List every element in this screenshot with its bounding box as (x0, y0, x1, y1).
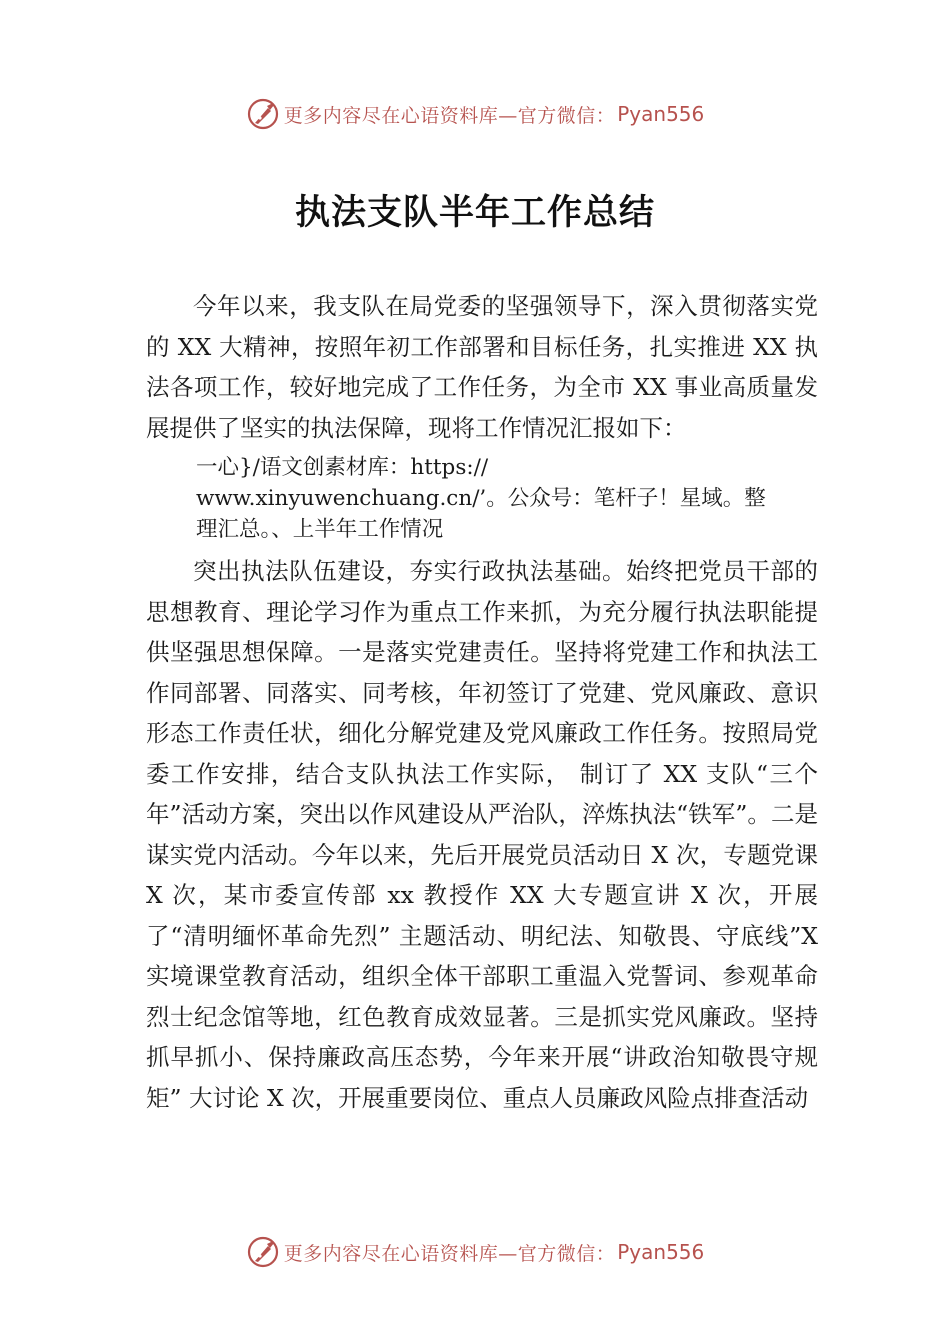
source-note-line: 一心}/语文创素材库：https:// (196, 455, 489, 480)
watermark-banner-bottom (0, 1232, 950, 1272)
source-note (196, 452, 818, 545)
body-paragraph: 突出执法队伍建设，夯实行政执法基础。始终把党员干部的思想教育、理论学习作为重点工作来抓，为充分履行执法职能提供坚强思想保障。一是落实党建责任。坚持将党建工作和执法工作同部署、同落实、同考核，年初签订了党建、党风廉政、意识形态工作责任状，细化分解党建及党风廉政工作任务。按照局党委工作安排，结合支队执法工作实际， 制订了 XX 支队“三个年”活动方案，突出以作风建设从严治队，淬炼执法“铁军”。二是谋实党内活动。今年以来，先后开展党员活动日 X 次，专题党课 X 次，某市委宣传部 xx 教授作 XX 大专题宣讲 X 次，开展了“清明缅怀革命先烈” 主题活动、明纪法、知敬畏、守底线”X 实境课堂教育活动，组织全体干部职工重温入党誓词、参观革命烈士纪念馆等地，红色教育成效显著。三是抓实党风廉政。坚持抓早抓小、保持廉政高压态势，今年来开展“讲政治知敬畏守规矩” 大讨论 X 次，开展重要岗位、重点人员廉政风险点排查活动 (146, 557, 818, 1112)
document-title: 执法支队半年工作总结 (294, 192, 655, 233)
watermark-banner-top (0, 94, 950, 134)
watermark-wechat-handle: Pyan556 (617, 102, 705, 126)
watermark-wechat-handle: Pyan556 (617, 1240, 705, 1264)
source-note-line: www.xinyuwenchuang.cn/’。公众号：笔杆子！星域。整 (196, 486, 766, 511)
document-body (146, 286, 818, 1118)
source-note-line: 理汇总。、上半年工作情况 (196, 517, 444, 542)
intro-paragraph: 今年以来，我支队在局党委的坚强领导下，深入贯彻落实党的 XX 大精神，按照年初工作部署和目标任务，扎实推进 XX 执法各项工作，较好地完成了工作任务，为全市 XX 事业高质量发展提供了坚实的执法保障，现将工作情况汇报如下： (146, 292, 818, 442)
pen-nib-circle-icon (246, 97, 280, 131)
watermark-brand-text: 更多内容尽在心语资料库—官方微信： (283, 104, 616, 127)
watermark-brand-text: 更多内容尽在心语资料库—官方微信： (283, 1242, 616, 1265)
pen-nib-circle-icon (246, 1235, 280, 1269)
